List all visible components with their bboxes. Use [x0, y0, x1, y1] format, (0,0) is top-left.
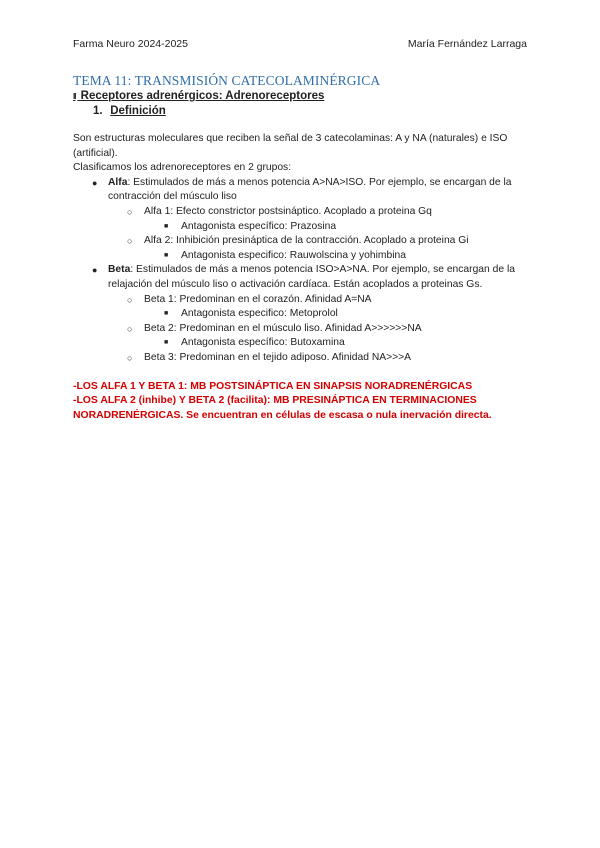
list-item-beta-1: [73, 293, 528, 308]
list-item-beta: [73, 263, 528, 292]
alfa-1-text: Alfa 1: Efecto constrictor postsináptico. Acoplado a proteina Gq: [144, 205, 432, 217]
bullet-icon: ●: [92, 177, 98, 188]
tema-title: TEMA 11: TRANSMISIÓN CATECOLAMINÉRGICA: [73, 73, 381, 88]
section-title: Receptores adrenérgicos: Adrenoreceptores: [80, 90, 325, 102]
subsection-title: Definición: [110, 105, 166, 117]
square-bullet-icon: ■: [164, 310, 169, 318]
list-item-alfa-1: [73, 205, 528, 220]
highlight-notes: [73, 380, 528, 424]
list-item-beta-1-antagonist: [73, 307, 528, 322]
circle-bullet-icon: ○: [127, 323, 133, 334]
beta-3-text: Beta 3: Predominan en el tejido adiposo. Afinidad NA>>>A: [144, 351, 412, 363]
intro-classification: Clasificamos los adrenoreceptores en 2 grupos:: [73, 162, 292, 174]
document-body: [73, 72, 528, 423]
section-number: II: [73, 92, 76, 101]
subsection-heading: [93, 104, 528, 119]
square-bullet-icon: ■: [164, 251, 169, 259]
beta-text: : Estimulados de más a menos potencia ISO>A>NA. Por ejemplo, se encargan de la relajación del músculo liso o activación cardíaca. Están acoplados a proteinas Gs.: [108, 264, 515, 290]
beta-1-antagonist: Antagonista especifico: Metoprolol: [181, 308, 338, 320]
bullet-icon: ●: [92, 265, 98, 276]
list-item-alfa-2: [73, 234, 528, 249]
section-heading: [73, 89, 528, 104]
intro-paragraph: Son estructuras moleculares que reciben la señal de 3 catecolaminas: A y NA (naturales) e ISO (artificial).: [73, 133, 508, 159]
list-item-alfa-1-antagonist: [73, 220, 528, 235]
alfa-1-antagonist: Antagonista específico: Prazosina: [181, 220, 337, 232]
list-item-beta-2: [73, 322, 528, 337]
list-item-beta-2-antagonist: [73, 336, 528, 351]
note-line-1: -LOS ALFA 1 Y BETA 1: MB POSTSINÁPTICA EN SINAPSIS NORADRENÉRGICAS: [73, 380, 473, 392]
header-right: María Fernández Larraga: [407, 38, 527, 50]
alfa-term: Alfa: [108, 176, 128, 188]
beta-term: Beta: [108, 264, 131, 276]
circle-bullet-icon: ○: [127, 294, 133, 305]
square-bullet-icon: ■: [164, 222, 169, 230]
note-line-2: -LOS ALFA 2 (inhibe) Y BETA 2 (facilita): MB PRESINÁPTICA EN TERMINACIONES NORADRENÉRGICAS. Se encuentran en células de escasa o nula inervación directa.: [73, 395, 492, 421]
receptor-list: [73, 176, 528, 366]
beta-1-text: Beta 1: Predominan en el corazón. Afinidad A=NA: [144, 293, 372, 305]
beta-2-text: Beta 2: Predominan en el músculo liso. Afinidad A>>>>>>NA: [144, 322, 422, 334]
circle-bullet-icon: ○: [127, 206, 133, 217]
circle-bullet-icon: ○: [127, 352, 133, 363]
circle-bullet-icon: ○: [127, 236, 133, 247]
subsection-number: 1.: [93, 105, 103, 117]
square-bullet-icon: ■: [164, 339, 169, 347]
alfa-text: : Estimulados de más a menos potencia A>NA>ISO. Por ejemplo, se encargan de la contracción del músculo liso: [108, 176, 512, 203]
alfa-2-text: Alfa 2: Inhibición presináptica de la contracción. Acoplado a proteina Gi: [144, 235, 469, 247]
beta-2-antagonist: Antagonista específico: Butoxamina: [181, 337, 345, 349]
header-left: Farma Neuro 2024-2025: [73, 38, 188, 50]
list-item-alfa: [73, 176, 528, 205]
alfa-2-antagonist: Antagonista especifico: Rauwolscina y yohimbina: [181, 249, 406, 261]
list-item-alfa-2-antagonist: [73, 249, 528, 264]
list-item-beta-3: [73, 351, 528, 366]
